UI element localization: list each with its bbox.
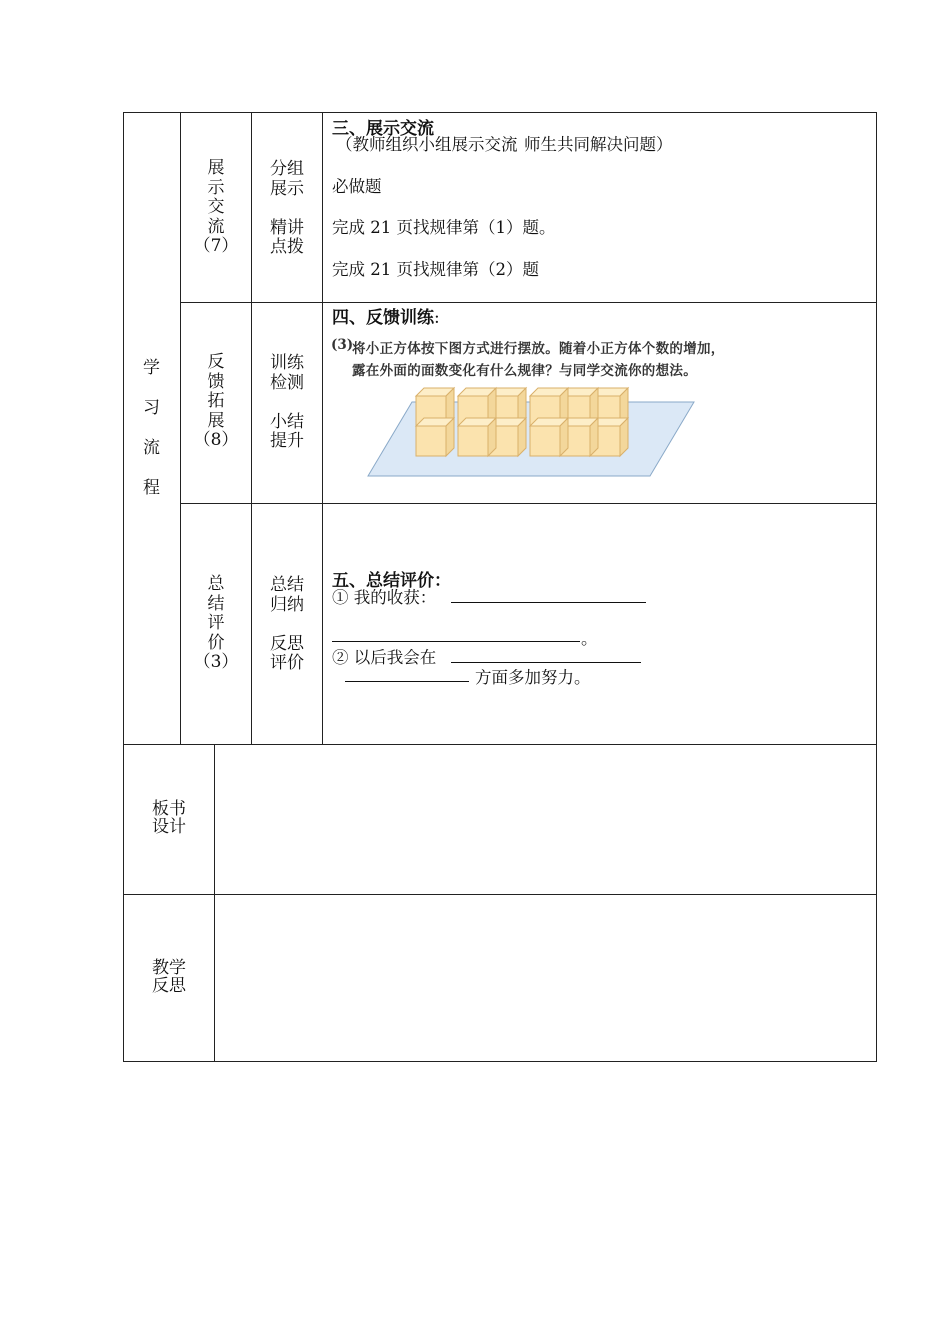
stage-methods-3: 总结 归纳 反思 评价 [270,575,304,673]
cube-front-face [458,426,488,456]
row-divider-1 [180,302,877,303]
section3-note-overlap: 师生共同解决问题） [524,135,673,154]
main-label-learning-process: 学 习 流 程 [143,358,160,498]
table-border-right [876,112,877,1062]
summary-item-1: ① 我的收获： [332,588,437,607]
harvest-blank-1[interactable] [451,602,646,603]
table-border-top [123,112,877,113]
summary-item-2-end: 方面多加努力。 [475,668,591,687]
stage-name-summary: 总 结 评 价 （3） [193,574,239,672]
table-border-left [123,112,124,1062]
task-2: 完成 21 页找规律第（2）题 [332,260,539,279]
teaching-reflection-area[interactable] [215,895,876,1061]
stage-name-feedback: 反 馈 拓 展 （8） [193,352,239,450]
board-design-label: 板书 设计 [152,799,186,837]
stage-methods-2: 训练 检测 小结 提升 [270,353,304,451]
cube-front-face [416,426,446,456]
stage-methods-1: 分组 展示 精讲 点拨 [270,159,304,257]
col-divider-3 [322,112,323,744]
task-1: 完成 21 页找规律第（1）题。 [332,218,556,237]
harvest-blank-2[interactable] [332,641,580,642]
stage-name-show-exchange: 展 示 交 流 （7） [193,158,239,256]
summary-item-2: ② 以后我会在 [332,648,437,667]
cube-front-face [530,426,560,456]
row-divider-2 [180,503,877,504]
summary-item-1-end: 。 [581,629,598,648]
section3-note: （教师组织小组展示交流 [336,135,518,154]
problem-line-2: 露在外面的面数变化有什么规律？与同学交流你的想法。 [352,363,697,379]
teaching-reflection-label: 教学 反思 [152,958,186,996]
problem-line-1: 将小正方体按下图方式进行摆放。随着小正方体个数的增加， [352,341,725,357]
table-border-bottom [123,1061,877,1062]
required-label: 必做题 [332,177,382,196]
section3-heading: 三、展示交流 [332,119,434,139]
board-design-area[interactable] [215,745,876,894]
section4-heading: 四、反馈训练: [332,308,440,328]
cube-groups [416,388,628,456]
section5-heading: 五、总结评价： [332,571,451,591]
effort-blank-2[interactable] [345,681,469,682]
cube-arrangement-illustration [360,384,700,480]
problem-number: (3) [331,337,354,353]
effort-blank-1[interactable] [451,662,641,663]
